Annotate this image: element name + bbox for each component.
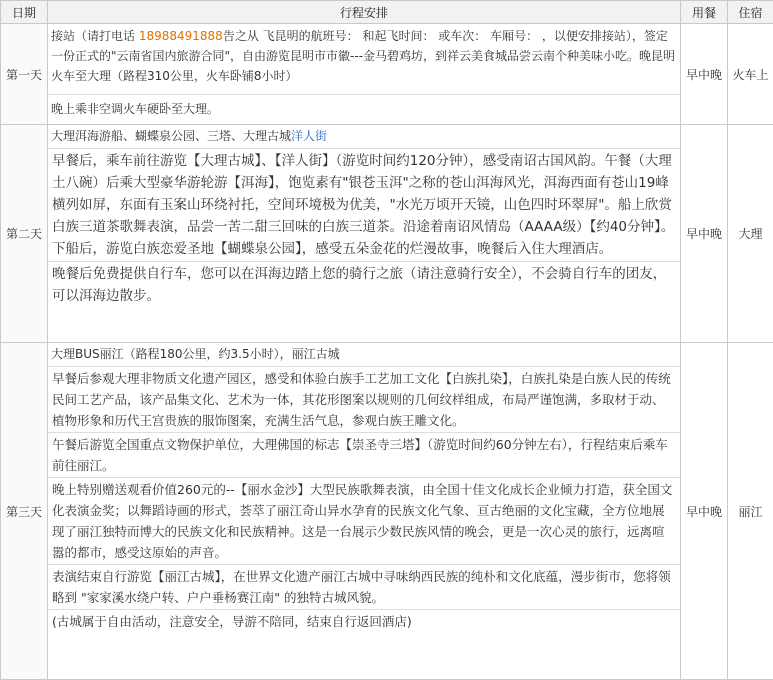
day-note: (古城属于自由活动，注意安全，导游不陪同，结束自行返回酒店)	[48, 610, 680, 633]
day-description: 早餐后参观大理非物质文化遗产园区，感受和体验白族手工艺加工文化【白族扎染】，白族扎染是白族人民的传统民间工艺产品，该产品集文化、艺术为一体，其花形图案以规则的几何纹样组成，布局严谨饱满，多取材于动、植物形象和历代王宫贵族的服饰图案，充满生活气息，参观白族王雕文化。	[48, 367, 680, 432]
day-label: 第二天	[1, 125, 48, 343]
day-description: 早餐后，乘车前往游览【大理古城】、【洋人街】（游览时间约120分钟），感受南诏古国风韵。午餐（大理土八碗）后乘大型豪华游轮游【洱海】，饱览素有"银苍玉洱"之称的苍山洱海风光，洱海西面有苍山19峰横列如屏，东面有玉案山环绕衬托，空间环境极为优美，"水光万顷开天镜，山色四时环翠屏"。船上欣赏白族三道茶歌舞表演，品尝一苦二甜三回味的白族三道茶。沿途着南诏风情岛（AAAA级）【约40分钟】。下船后，游览白族恋爱圣地【蝴蝶泉公园】，感受五朵金花的烂漫故事，晚餐后入住大理酒店。	[48, 149, 680, 261]
day-note: 晚上乘非空调火车硬卧至大理。	[48, 95, 680, 123]
day-meal: 早中晚	[681, 24, 728, 125]
table-row	[1, 24, 773, 125]
day-evening-show: 晚上特别赠送观看价值260元的--【丽水金沙】大型民族歌舞表演，由全国十佳文化成长企业倾力打造，获全国文化表演金奖；以舞蹈诗画的形式，荟萃了丽江奇山异水孕育的民族文化气象、亘古绝丽的文化宝藏，全方位地展现了丽江独特而博大的民族文化和民族精神。这是一台展示少数民族风情的晚会，更是一次心灵的旅行，远离喧嚣的都市，感受这原始的声音。	[48, 478, 680, 564]
table-row	[1, 125, 773, 343]
day-stay: 火车上	[728, 24, 773, 125]
day-plan	[48, 125, 681, 343]
col-plan-header: 行程安排	[48, 1, 681, 24]
day-meal: 早中晚	[681, 343, 728, 680]
day-meal: 早中晚	[681, 125, 728, 343]
day-label: 第三天	[1, 343, 48, 680]
day-old-town: 表演结束自行游览【丽江古城】，在世界文化遗产丽江古城中寻味纳西民族的纯朴和文化底蕴，漫步街市，您将领略到 "家家溪水绕户转、户户垂杨赛江南" 的独特古城风貌。	[48, 565, 680, 609]
table-row	[1, 343, 773, 680]
day-stay: 丽江	[728, 343, 773, 680]
day-label: 第一天	[1, 24, 48, 125]
day-description: 接站（请打电话 18988491888告之从 飞昆明的航班号： 和起飞时间： 或车次： 车厢号： ，以便安排接站），签定一份正式的"云南省国内旅游合同"，自由游览昆明市市徽---金马碧鸡坊，到祥云美食城品尝云南个种美味小吃。晚昆明火车至大理（路程310公里，火车卧铺8小时）	[48, 24, 680, 87]
day-stay: 大理	[728, 125, 773, 343]
yangren-street-link[interactable]: 洋人街	[291, 129, 327, 143]
day-plan	[48, 343, 681, 680]
day-plan	[48, 24, 681, 125]
col-stay-header: 住宿	[728, 1, 773, 24]
col-day-header: 日期	[1, 1, 48, 24]
day-title: 大理BUS丽江（路程180公里，约3.5小时），丽江古城	[48, 343, 680, 366]
day-afternoon: 午餐后游览全国重点文物保护单位，大理佛国的标志【崇圣寺三塔】（游览时间约60分钟左右），行程结束后乘车前往丽江。	[48, 433, 680, 477]
day-note: 晚餐后免费提供自行车，您可以在洱海边踏上您的骑行之旅（请注意骑行安全），不会骑自行车的团友，可以洱海边散步。	[48, 262, 680, 308]
contact-phone: 18988491888	[139, 29, 223, 43]
table-header	[1, 1, 773, 24]
col-meal-header: 用餐	[681, 1, 728, 24]
day-title: 大理洱海游船、蝴蝶泉公园、三塔、大理古城洋人街	[48, 125, 680, 148]
